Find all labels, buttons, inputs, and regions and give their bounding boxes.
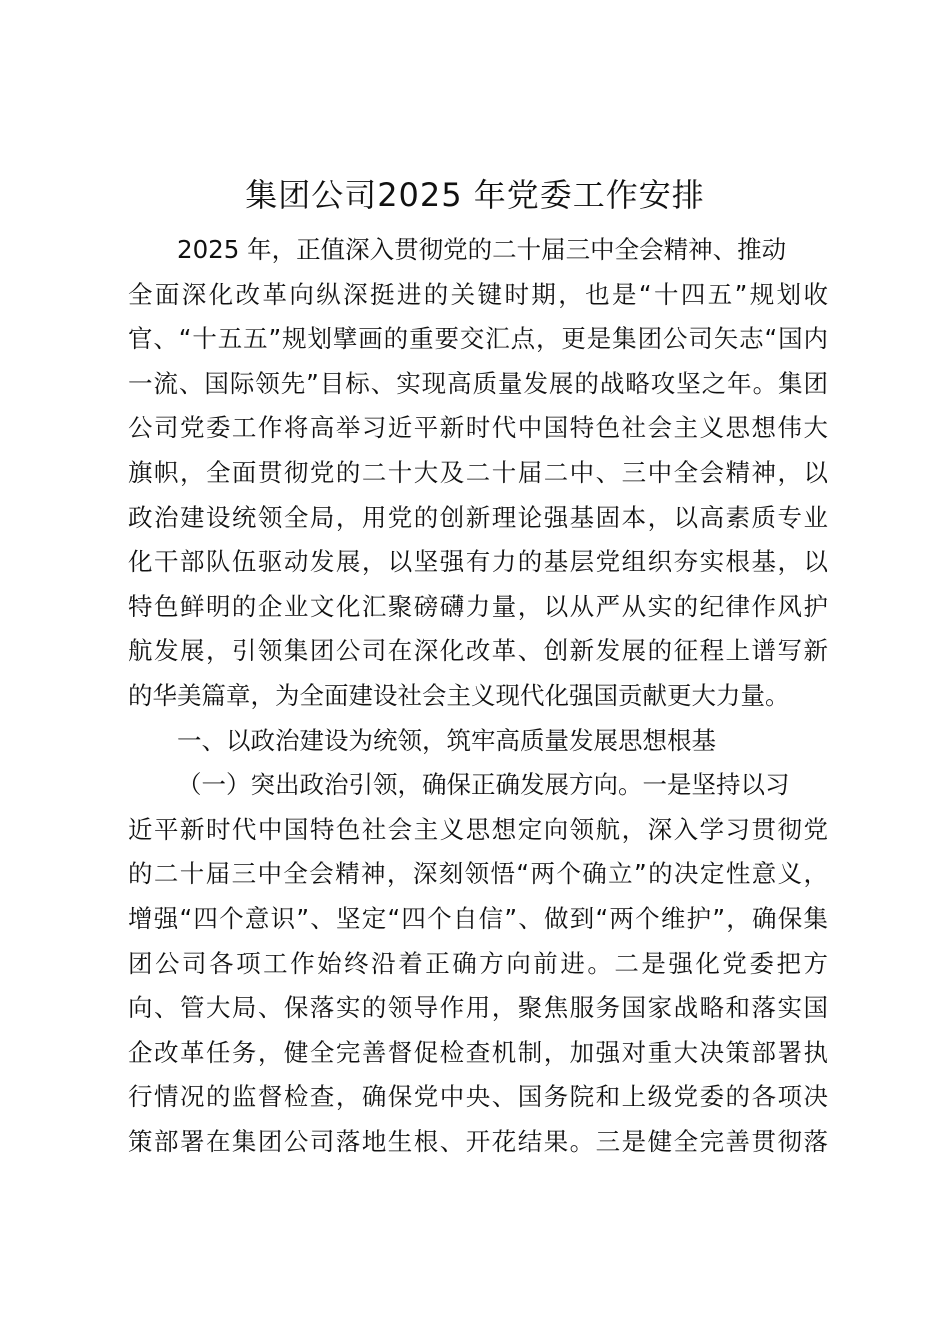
text-line: 近平新时代中国特色社会主义思想定向领航，深入学习贯彻党 xyxy=(128,814,828,844)
text-line: 团公司各项工作始终沿着正确方向前进。二是强化党委把方 xyxy=(128,948,828,978)
text-line: 特色鲜明的企业文化汇聚磅礴力量，以从严从实的纪律作风护 xyxy=(128,591,828,621)
text-line: 2025 年，正值深入贯彻党的二十届三中全会精神、推动 xyxy=(177,235,787,264)
document-title: 集团公司2025 年党委工作安排 xyxy=(245,176,705,214)
text-line: 全面深化改革向纵深挺进的关键时期，也是“十四五”规划收 xyxy=(128,279,828,309)
text-line: 向、管大局、保落实的领导作用，聚焦服务国家战略和落实国 xyxy=(128,993,828,1023)
document-body xyxy=(128,228,828,1164)
text-line: 政治建设统领全局，用党的创新理论强基固本，以高素质专业 xyxy=(128,502,828,532)
text-line: 公司党委工作将高举习近平新时代中国特色社会主义思想伟大 xyxy=(128,413,828,443)
section-heading: 一、以政治建设为统领，筑牢高质量发展思想根基 xyxy=(177,725,716,755)
text-line: 官、“十五五”规划擘画的重要交汇点，更是集团公司矢志“国内 xyxy=(128,324,828,354)
text-line: 的二十届三中全会精神，深刻领悟“两个确立”的决定性意义， xyxy=(128,859,828,889)
text-line: （一）突出政治引领，确保正确发展方向。一是坚持以习 xyxy=(177,770,790,800)
text-line: 企改革任务，健全完善督促检查机制，加强对重大决策部署执 xyxy=(128,1037,828,1067)
text-line: 旗帜，全面贯彻党的二十大及二十届二中、三中全会精神，以 xyxy=(128,457,828,487)
text-line: 一流、国际领先”目标、实现高质量发展的战略攻坚之年。集团 xyxy=(128,368,828,398)
text-line: 策部署在集团公司落地生根、开花结果。三是健全完善贯彻落 xyxy=(128,1126,828,1156)
text-line: 行情况的监督检查，确保党中央、国务院和上级党委的各项决 xyxy=(128,1082,828,1112)
text-line: 航发展，引领集团公司在深化改革、创新发展的征程上谱写新 xyxy=(128,636,828,666)
text-line: 化干部队伍驱动发展，以坚强有力的基层党组织夯实根基，以 xyxy=(128,547,828,577)
text-line: 的华美篇章，为全面建设社会主义现代化强国贡献更大力量。 xyxy=(128,680,790,710)
text-line: 增强“四个意识”、坚定“四个自信”、做到“两个维护”，确保集 xyxy=(128,903,828,933)
